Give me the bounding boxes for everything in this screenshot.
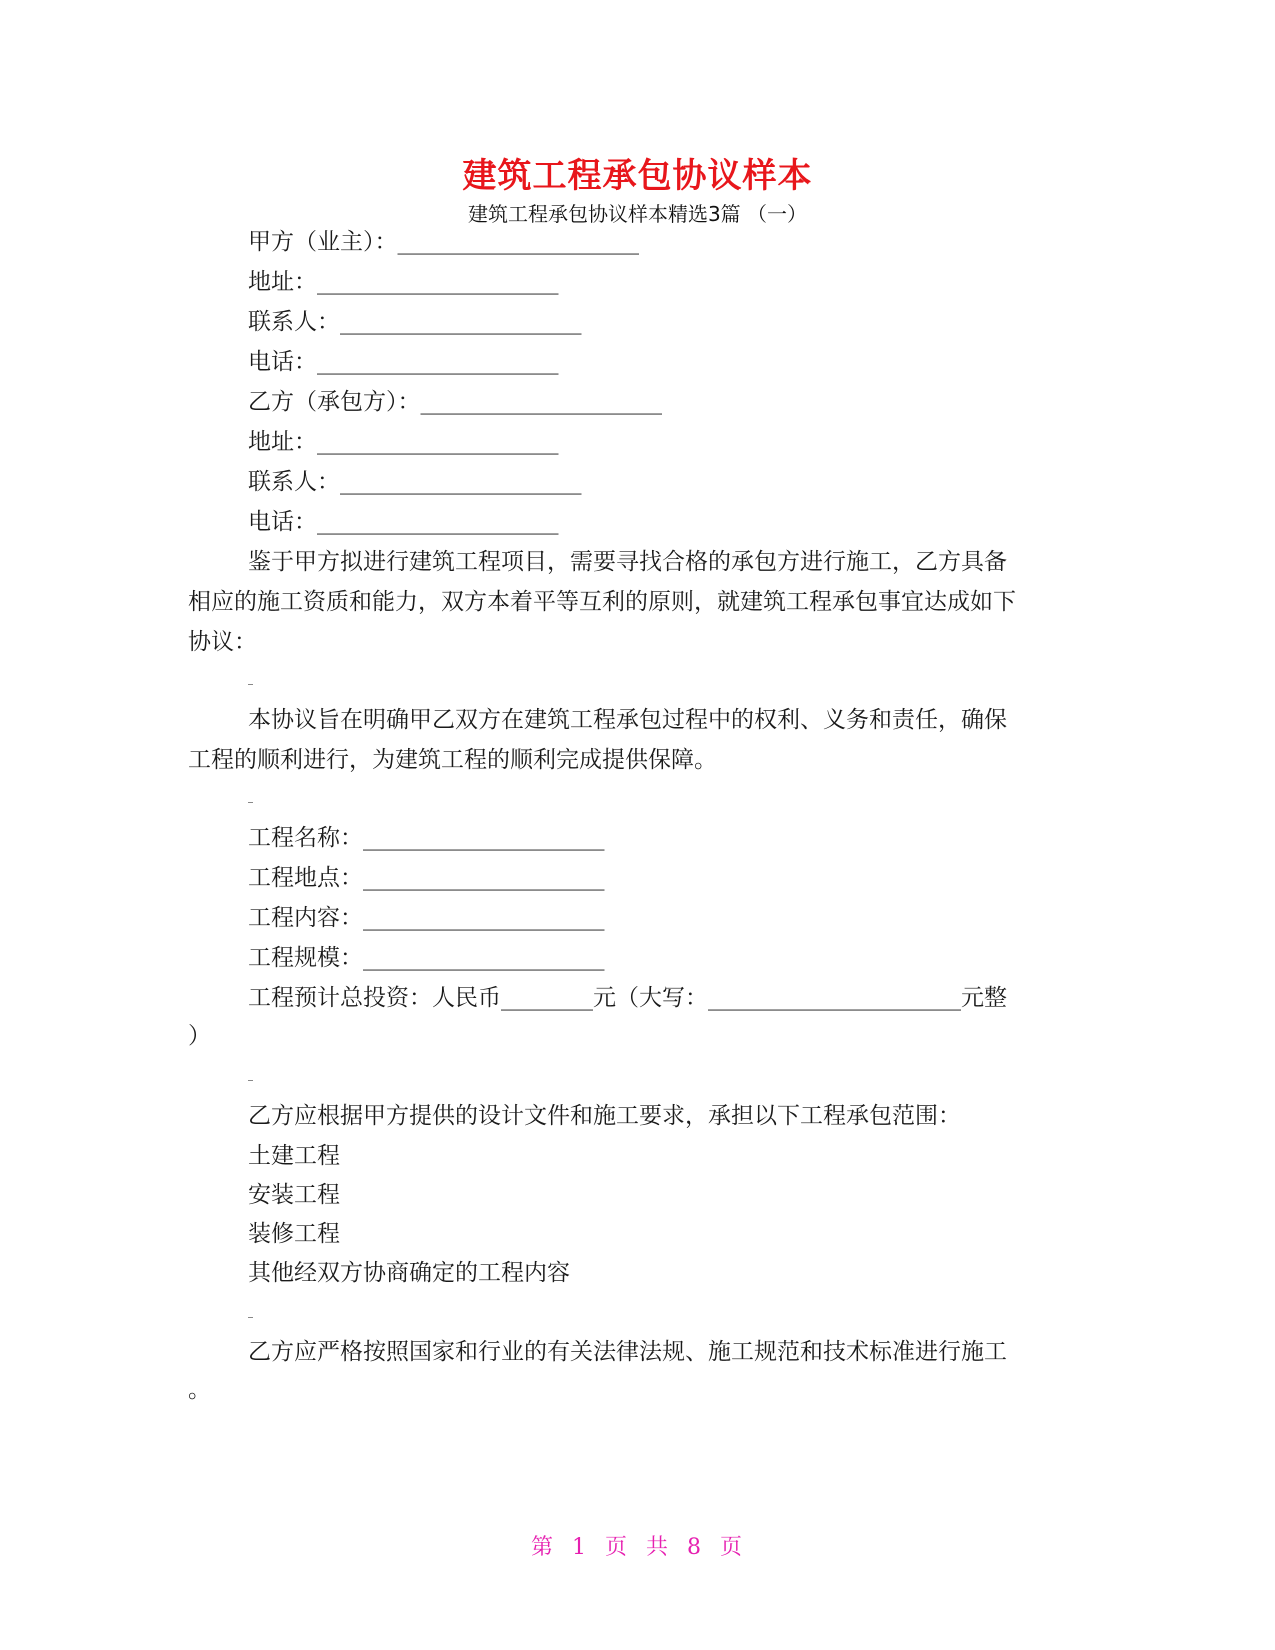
purpose-line-1: 本协议旨在明确甲乙双方在建筑工程承包过程中的权利、义务和责任，确保 (248, 707, 1007, 733)
scope-item: 其他经双方协商确定的工程内容 (248, 1260, 570, 1286)
standards-line-2: 。 (188, 1377, 211, 1403)
project-investment-line-1: 工程预计总投资：人民币________元（大写：______________________元整 (248, 985, 1007, 1011)
preamble-line-2: 相应的施工资质和能力，双方本着平等互利的原则，就建筑工程承包事宜达成如下 (188, 589, 1016, 615)
scope-item: 土建工程 (248, 1143, 340, 1169)
document-title: 建筑工程承包协议样本 (462, 156, 813, 196)
party-a-address: 地址：_____________________ (248, 269, 559, 295)
section-marker (248, 1080, 253, 1081)
page-number-footer: 第 1 页 共 8 页 (531, 1535, 744, 1560)
scope-item: 安装工程 (248, 1182, 340, 1208)
section-marker (248, 802, 253, 803)
party-b-label: 乙方（承包方）：_____________________ (248, 389, 662, 415)
project-content: 工程内容：_____________________ (248, 905, 605, 931)
scope-intro: 乙方应根据甲方提供的设计文件和施工要求，承担以下工程承包范围： (248, 1103, 961, 1129)
party-a-contact: 联系人：_____________________ (248, 309, 582, 335)
standards-line-1: 乙方应严格按照国家和行业的有关法律法规、施工规范和技术标准进行施工 (248, 1339, 1007, 1365)
party-b-contact: 联系人：_____________________ (248, 469, 582, 495)
preamble-line-3: 协议： (188, 629, 257, 655)
section-marker (248, 1317, 253, 1318)
scope-item: 装修工程 (248, 1221, 340, 1247)
party-a-phone: 电话：_____________________ (248, 349, 559, 375)
party-b-phone: 电话：_____________________ (248, 509, 559, 535)
party-a-label: 甲方（业主）：_____________________ (248, 229, 639, 255)
project-location: 工程地点：_____________________ (248, 865, 605, 891)
preamble-line-1: 鉴于甲方拟进行建筑工程项目，需要寻找合格的承包方进行施工，乙方具备 (248, 549, 1007, 575)
purpose-line-2: 工程的顺利进行，为建筑工程的顺利完成提供保障。 (188, 747, 717, 773)
section-marker (248, 684, 253, 685)
party-b-address: 地址：_____________________ (248, 429, 559, 455)
project-investment-line-2: ） (188, 1023, 211, 1049)
document-subtitle: 建筑工程承包协议样本精选3篇 （一） (467, 202, 808, 226)
project-scale: 工程规模：_____________________ (248, 945, 605, 971)
project-name: 工程名称：_____________________ (248, 825, 605, 851)
